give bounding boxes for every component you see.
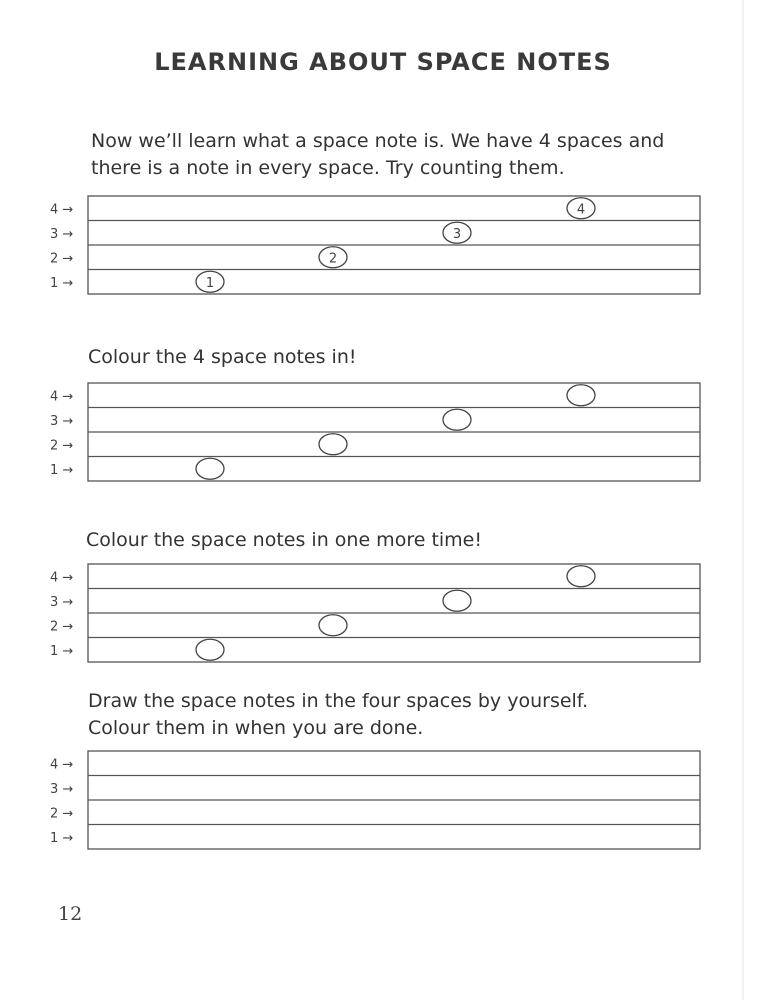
instruction-4 [88, 688, 588, 742]
space-label: 1 → [50, 830, 74, 846]
space-label: 4 → [50, 389, 74, 405]
space-label: 2 → [50, 438, 74, 454]
space-note [443, 409, 471, 430]
space-label: 1 → [50, 643, 74, 659]
space-note [196, 639, 224, 660]
staff-1 [0, 196, 766, 296]
note-number: 4 [576, 202, 586, 218]
space-note [443, 222, 471, 243]
page-number: 12 [58, 903, 83, 925]
space-label: 1 → [50, 275, 74, 291]
instruction-line: Colour them in when you are done. [88, 717, 424, 739]
space-note [567, 385, 595, 406]
instruction-line: Draw the space notes in the four spaces by yourself. [88, 690, 589, 712]
space-label: 3 → [50, 781, 74, 797]
instruction-line: Now we’ll learn what a space note is. We have 4 spaces and [91, 130, 665, 152]
space-label: 3 → [50, 226, 74, 242]
instruction-line: Colour the 4 space notes in! [88, 346, 357, 368]
page-title: LEARNING ABOUT SPACE NOTES [154, 48, 612, 76]
space-note [196, 458, 224, 479]
space-label: 4 → [50, 757, 74, 773]
note-number: 2 [328, 251, 338, 267]
staff-svg [0, 751, 766, 851]
instruction-2 [88, 344, 357, 371]
staff-svg [0, 196, 766, 296]
space-label: 4 → [50, 202, 74, 218]
instruction-line: there is a note in every space. Try counting them. [91, 157, 565, 179]
instruction-line: Colour the space notes in one more time! [86, 529, 482, 551]
space-label: 3 → [50, 594, 74, 610]
staff-4 [0, 751, 766, 851]
space-label: 1 → [50, 462, 74, 478]
staff-svg [0, 383, 766, 483]
space-note [196, 271, 224, 292]
instruction-3 [86, 527, 482, 554]
note-number: 3 [452, 226, 462, 242]
page-edge-shadow [742, 0, 744, 1000]
space-note [319, 615, 347, 636]
space-note [443, 590, 471, 611]
staff-svg [0, 564, 766, 664]
space-note [319, 247, 347, 268]
instruction-1 [91, 128, 664, 182]
space-label: 3 → [50, 413, 74, 429]
space-label: 2 → [50, 619, 74, 635]
space-label: 2 → [50, 806, 74, 822]
note-number: 1 [205, 275, 215, 291]
staff-2 [0, 383, 766, 483]
space-label: 2 → [50, 251, 74, 267]
space-note [567, 198, 595, 219]
staff-3 [0, 564, 766, 664]
space-note [567, 566, 595, 587]
space-note [319, 434, 347, 455]
space-label: 4 → [50, 570, 74, 586]
